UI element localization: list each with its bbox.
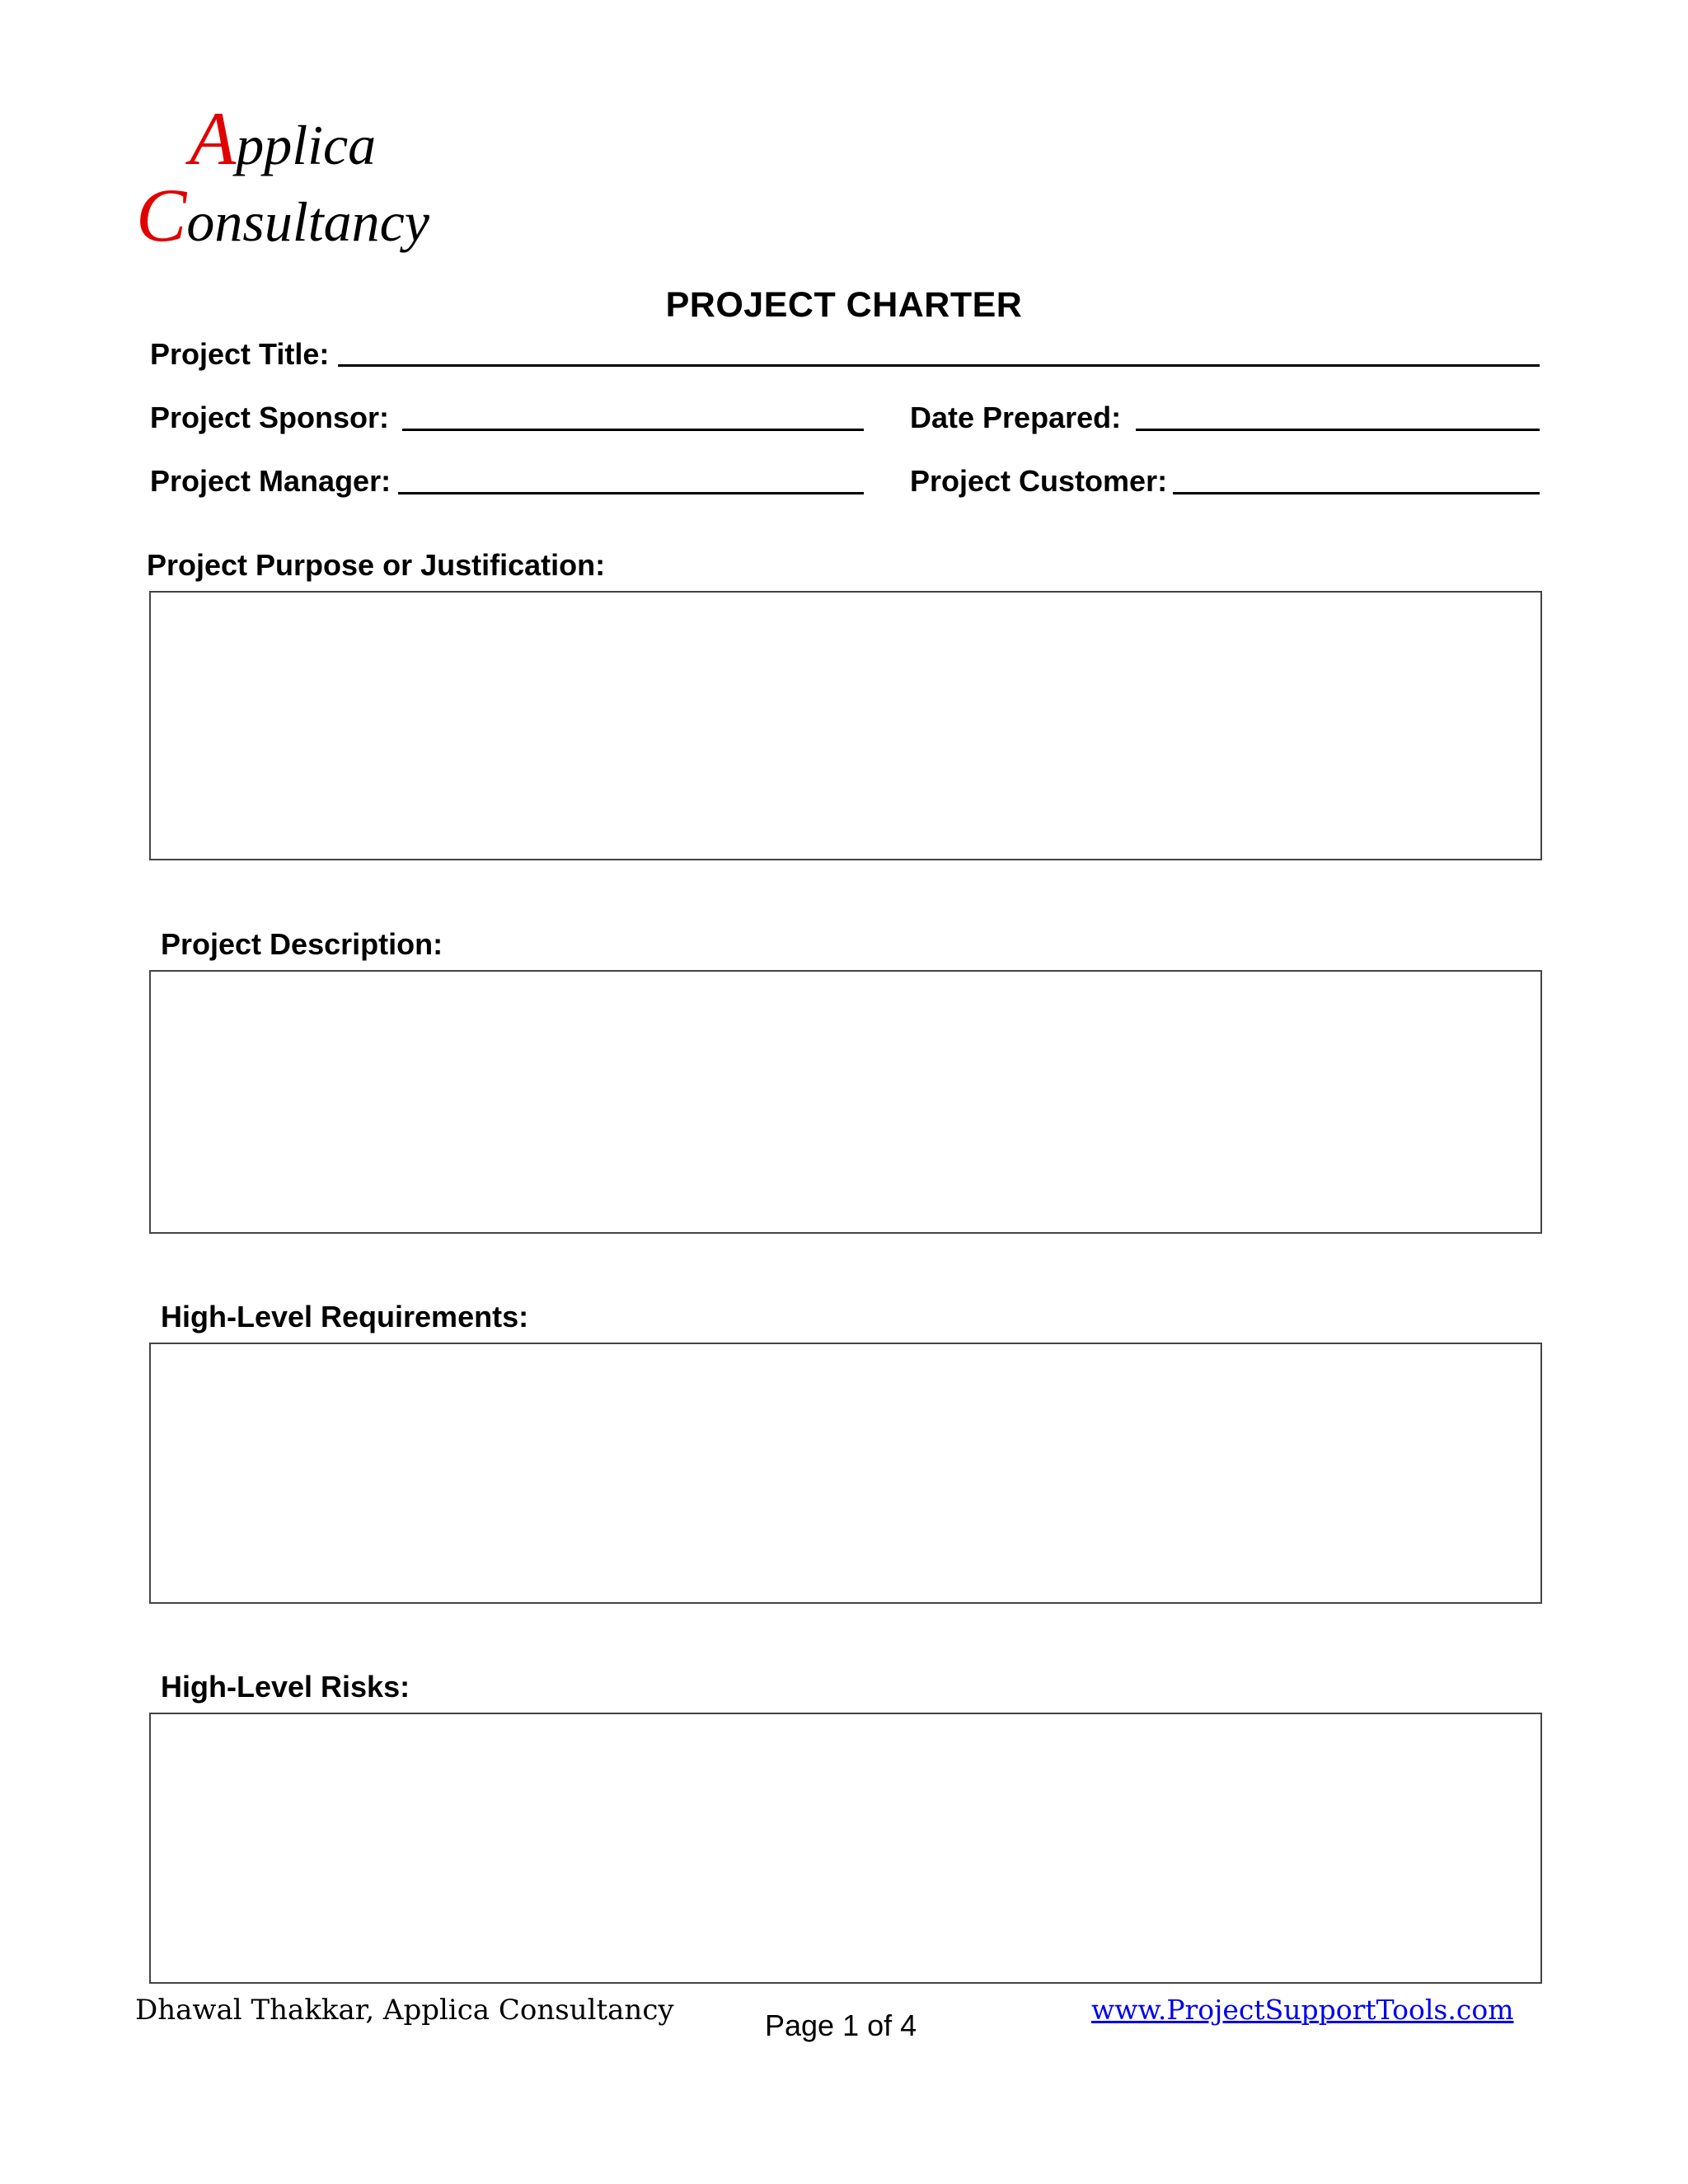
purpose-label: Project Purpose or Justification: — [147, 548, 606, 582]
logo-text-consultancy: onsultancy — [186, 190, 429, 253]
risks-box[interactable] — [149, 1713, 1542, 1984]
requirements-label: High-Level Requirements: — [161, 1300, 529, 1333]
requirements-box[interactable] — [149, 1343, 1542, 1604]
project-manager-field[interactable] — [398, 492, 864, 494]
document-title: PROJECT CHARTER — [665, 285, 1023, 325]
risks-label: High-Level Risks: — [161, 1670, 410, 1704]
project-sponsor-label: Project Sponsor: — [150, 401, 390, 434]
project-customer-field[interactable] — [1173, 492, 1540, 494]
project-customer-label: Project Customer: — [910, 464, 1168, 498]
logo-line-1 — [190, 96, 377, 180]
description-label: Project Description: — [161, 927, 443, 961]
footer-website-link[interactable]: www.ProjectSupportTools.com — [1091, 1994, 1514, 2026]
logo-text-applica: pplica — [236, 114, 377, 176]
project-sponsor-field[interactable] — [402, 429, 864, 431]
project-title-label: Project Title: — [150, 337, 330, 371]
description-box[interactable] — [149, 970, 1542, 1234]
logo-initial-a: A — [190, 96, 237, 180]
purpose-box[interactable] — [149, 591, 1542, 860]
logo-line-2 — [136, 173, 429, 257]
project-title-field[interactable] — [338, 364, 1540, 367]
date-prepared-label: Date Prepared: — [910, 401, 1122, 434]
footer-page-number: Page 1 of 4 — [765, 2008, 917, 2042]
logo-initial-c: C — [136, 173, 187, 257]
date-prepared-field[interactable] — [1136, 429, 1540, 431]
project-manager-label: Project Manager: — [150, 464, 392, 498]
footer-author: Dhawal Thakkar, Applica Consultancy — [135, 1994, 674, 2027]
